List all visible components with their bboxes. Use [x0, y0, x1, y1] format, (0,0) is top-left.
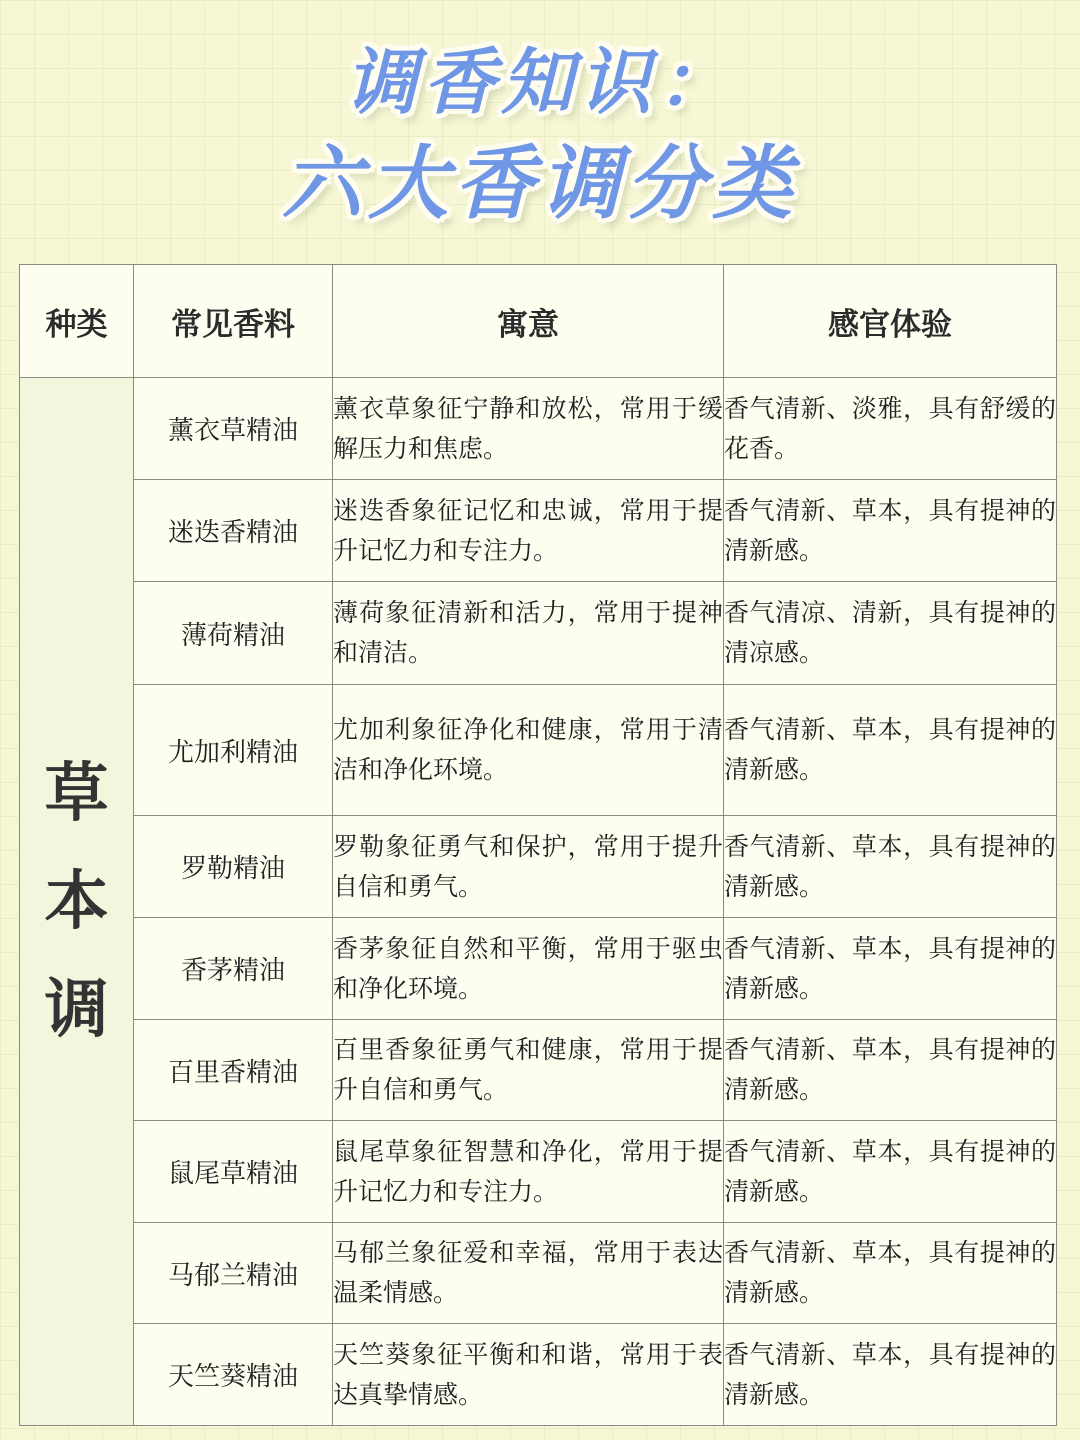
ingredient-name: 薰衣草精油 — [134, 378, 333, 480]
table-row — [20, 918, 1057, 1020]
table-row — [20, 1324, 1057, 1426]
ingredient-name: 天竺葵精油 — [134, 1324, 333, 1426]
meaning-text: 薄荷象征清新和活力，常用于提神和清洁。 — [333, 582, 724, 685]
meaning-text: 香茅象征自然和平衡，常用于驱虫和净化环境。 — [333, 918, 724, 1020]
title-line-2: 六大香调分类 — [282, 137, 798, 230]
table-row — [20, 1020, 1057, 1121]
header-category: 种类 — [20, 265, 134, 378]
ingredient-name: 薄荷精油 — [134, 582, 333, 685]
meaning-text: 鼠尾草象征智慧和净化，常用于提升记忆力和专注力。 — [333, 1121, 724, 1223]
sensory-text: 香气清新、草本，具有提神的清新感。 — [724, 1121, 1057, 1223]
table-row — [20, 480, 1057, 582]
meaning-text: 尤加利象征净化和健康，常用于清洁和净化环境。 — [333, 685, 724, 816]
table-row — [20, 1223, 1057, 1324]
ingredient-name: 香茅精油 — [134, 918, 333, 1020]
header-sensory: 感官体验 — [724, 265, 1057, 378]
ingredient-name: 鼠尾草精油 — [134, 1121, 333, 1223]
sensory-text: 香气清新、草本，具有提神的清新感。 — [724, 816, 1057, 918]
table-row — [20, 582, 1057, 685]
category-label: 草本调 — [44, 756, 109, 1047]
sensory-text: 香气清新、草本，具有提神的清新感。 — [724, 1020, 1057, 1121]
ingredient-name: 迷迭香精油 — [134, 480, 333, 582]
page-title — [0, 30, 1080, 250]
ingredient-name: 百里香精油 — [134, 1020, 333, 1121]
ingredient-name: 罗勒精油 — [134, 816, 333, 918]
ingredient-name: 马郁兰精油 — [134, 1223, 333, 1324]
header-ingredient: 常见香料 — [134, 265, 333, 378]
ingredient-name: 尤加利精油 — [134, 685, 333, 816]
sensory-text: 香气清新、淡雅，具有舒缓的花香。 — [724, 378, 1057, 480]
sensory-text: 香气清新、草本，具有提神的清新感。 — [724, 918, 1057, 1020]
header-meaning: 寓意 — [333, 265, 724, 378]
meaning-text: 天竺葵象征平衡和和谐，常用于表达真挚情感。 — [333, 1324, 724, 1426]
meaning-text: 百里香象征勇气和健康，常用于提升自信和勇气。 — [333, 1020, 724, 1121]
table-header-row — [20, 265, 1057, 378]
sensory-text: 香气清新、草本，具有提神的清新感。 — [724, 685, 1057, 816]
sensory-text: 香气清新、草本，具有提神的清新感。 — [724, 1324, 1057, 1426]
title-line-1: 调香知识： — [344, 40, 735, 124]
fragrance-table — [19, 264, 1057, 1426]
category-cell — [20, 378, 134, 1426]
meaning-text: 迷迭香象征记忆和忠诚，常用于提升记忆力和专注力。 — [333, 480, 724, 582]
table-row — [20, 1121, 1057, 1223]
sensory-text: 香气清新、草本，具有提神的清新感。 — [724, 1223, 1057, 1324]
sensory-text: 香气清凉、清新，具有提神的清凉感。 — [724, 582, 1057, 685]
meaning-text: 马郁兰象征爱和幸福，常用于表达温柔情感。 — [333, 1223, 724, 1324]
meaning-text: 薰衣草象征宁静和放松，常用于缓解压力和焦虑。 — [333, 378, 724, 480]
meaning-text: 罗勒象征勇气和保护，常用于提升自信和勇气。 — [333, 816, 724, 918]
table-row — [20, 816, 1057, 918]
table-row — [20, 378, 1057, 480]
sensory-text: 香气清新、草本，具有提神的清新感。 — [724, 480, 1057, 582]
table-row — [20, 685, 1057, 816]
